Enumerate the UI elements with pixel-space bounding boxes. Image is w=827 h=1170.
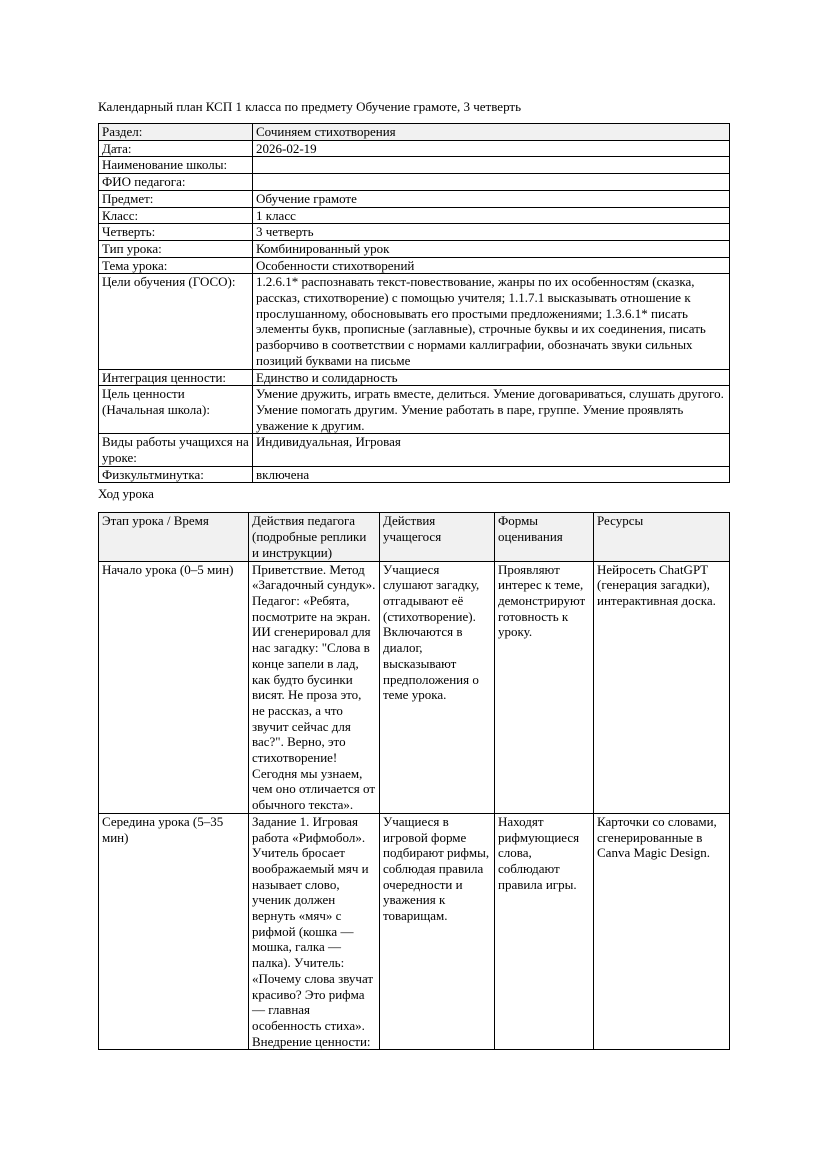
info-label-cell: Тема урока: bbox=[99, 257, 253, 274]
assessment-cell: Находят рифмующиеся слова, соблюдают правила игры. bbox=[495, 813, 594, 1050]
info-value-cell: Обучение грамоте bbox=[253, 190, 730, 207]
column-header-student-actions: Действия учащегося bbox=[380, 513, 495, 561]
info-value-cell: Особенности стихотворений bbox=[253, 257, 730, 274]
info-value-cell: включена bbox=[253, 466, 730, 483]
info-row-quarter bbox=[99, 224, 730, 241]
lesson-info-table bbox=[98, 123, 730, 483]
column-header-assessment: Формы оценивания bbox=[495, 513, 594, 561]
info-label-cell: Наименование школы: bbox=[99, 157, 253, 174]
stage-cell: Середина урока (5–35 мин) bbox=[99, 813, 249, 1050]
stage-cell: Начало урока (0–5 мин) bbox=[99, 561, 249, 813]
lesson-table-header-row bbox=[99, 513, 730, 561]
info-label-cell: Дата: bbox=[99, 140, 253, 157]
info-value-cell: 1.2.6.1* распознавать текст-повествование, жанры по их особенностям (сказка, рассказ, стихотворение) с помощью учителя; 1.1.7.1 высказывать отношение к прослушанному, обосновывать его простыми предложениями; 1.3.6.1* писать элементы букв, прописные (заглавные), строчные буквы и их соединения, писать разборчиво в соответствии с нормами каллиграфии, обозначать звуки сильных позиций буквами на письме bbox=[253, 274, 730, 369]
info-label-cell: Тип урока: bbox=[99, 240, 253, 257]
info-label-cell: Цель ценности (Начальная школа): bbox=[99, 386, 253, 434]
info-value-cell: 3 четверть bbox=[253, 224, 730, 241]
document-title: Календарный план КСП 1 класса по предмету Обучение грамоте, 3 четверть bbox=[98, 99, 522, 114]
info-row-values-integration bbox=[99, 369, 730, 386]
info-label-cell: Физкультминутка: bbox=[99, 466, 253, 483]
info-label-cell: Четверть: bbox=[99, 224, 253, 241]
info-label-cell: Виды работы учащихся на уроке: bbox=[99, 434, 253, 466]
info-row-school bbox=[99, 157, 730, 174]
column-header-stage: Этап урока / Время bbox=[99, 513, 249, 561]
info-value-cell: Умение дружить, играть вместе, делиться. Умение договариваться, слушать другого. Умение помогать другим. Умение работать в паре, группе. Умение проявлять уважение к другим. bbox=[253, 386, 730, 434]
info-row-work-types bbox=[99, 434, 730, 466]
info-row-class bbox=[99, 207, 730, 224]
info-value-cell bbox=[253, 157, 730, 174]
info-label-cell: Раздел: bbox=[99, 124, 253, 141]
column-header-teacher-actions: Действия педагога (подробные реплики и инструкции) bbox=[249, 513, 380, 561]
resources-cell: Нейросеть ChatGPT (генерация загадки), интерактивная доска. bbox=[594, 561, 730, 813]
resources-cell: Карточки со словами, сгенерированные в Canva Magic Design. bbox=[594, 813, 730, 1050]
info-value-cell: Комбинированный урок bbox=[253, 240, 730, 257]
info-row-phys-minute bbox=[99, 466, 730, 483]
info-row-date bbox=[99, 140, 730, 157]
info-label-cell: Цели обучения (ГОСО): bbox=[99, 274, 253, 369]
section-heading-lesson-course: Ход урока bbox=[98, 486, 154, 502]
info-row-razdel bbox=[99, 124, 730, 141]
info-value-cell bbox=[253, 174, 730, 191]
info-label-cell: Предмет: bbox=[99, 190, 253, 207]
lesson-row-start bbox=[99, 561, 730, 813]
info-value-cell: 2026-02-19 bbox=[253, 140, 730, 157]
info-row-goals bbox=[99, 274, 730, 369]
student-actions-cell: Учащиеся в игровой форме подбирают рифмы, соблюдая правила очередности и уважения к товарищам. bbox=[380, 813, 495, 1050]
info-label-cell: Интеграция ценности: bbox=[99, 369, 253, 386]
assessment-cell: Проявляют интерес к теме, демонстрируют готовность к уроку. bbox=[495, 561, 594, 813]
student-actions-cell: Учащиеся слушают загадку, отгадывают её (стихотворение). Включаются в диалог, высказывают предположения о теме урока. bbox=[380, 561, 495, 813]
info-row-lesson-topic bbox=[99, 257, 730, 274]
info-row-lesson-type bbox=[99, 240, 730, 257]
teacher-actions-cell: Задание 1. Игровая работа «Рифмобол». Учитель бросает воображаемый мяч и называет слово, ученик должен вернуть «мяч» с рифмой (кошка — мошка, галка — палка). Учитель: «Почему слова звучат красиво? Это рифма — главная особенность стиха». Внедрение ценности: bbox=[249, 813, 380, 1050]
info-value-cell: Индивидуальная, Игровая bbox=[253, 434, 730, 466]
info-row-subject bbox=[99, 190, 730, 207]
column-header-resources: Ресурсы bbox=[594, 513, 730, 561]
info-value-cell: 1 класс bbox=[253, 207, 730, 224]
info-row-values-goal bbox=[99, 386, 730, 434]
info-row-teacher-name bbox=[99, 174, 730, 191]
lesson-course-table bbox=[98, 512, 730, 1050]
teacher-actions-cell: Приветствие. Метод «Загадочный сундук». Педагог: «Ребята, посмотрите на экран. ИИ сгенерировал для нас загадку: "Слова в конце запели в лад, как будто бусинки висят. Не проза это, не рассказ, а что звучит сейчас для вас?". Верно, это стихотворение! Сегодня мы узнаем, чем оно отличается от обычного текста». bbox=[249, 561, 380, 813]
info-value-cell: Сочиняем стихотворения bbox=[253, 124, 730, 141]
info-label-cell: ФИО педагога: bbox=[99, 174, 253, 191]
lesson-row-middle bbox=[99, 813, 730, 1050]
info-label-cell: Класс: bbox=[99, 207, 253, 224]
info-value-cell: Единство и солидарность bbox=[253, 369, 730, 386]
